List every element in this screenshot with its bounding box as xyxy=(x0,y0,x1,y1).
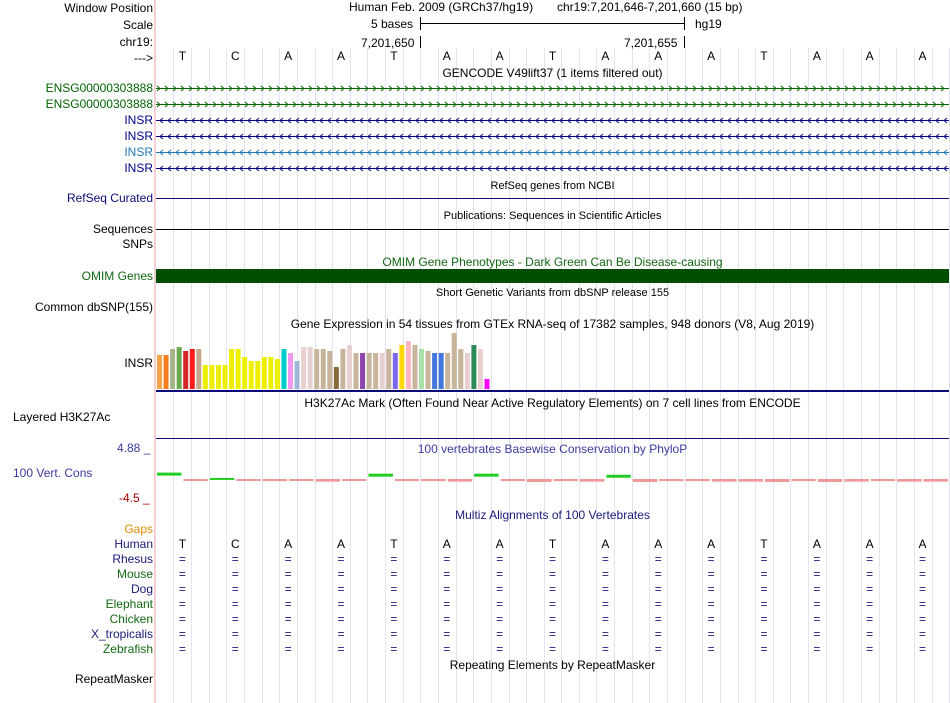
phylop-score-bar[interactable] xyxy=(501,479,525,481)
gtex-track-title[interactable]: Gene Expression in 54 tissues from GTEx RNA-seq of 17382 samples, 948 donors (V8, Aug 2019) xyxy=(290,317,815,331)
alignment-match-symbol: = xyxy=(548,552,556,566)
gencode-track-title[interactable]: GENCODE V49lift37 (1 items filtered out) xyxy=(442,66,663,80)
gtex-tissue-bar[interactable] xyxy=(177,347,182,389)
pubs-track-title[interactable]: Publications: Sequences in Scientific Articles xyxy=(443,210,662,222)
ruler-base-letter: A xyxy=(812,49,821,63)
phylop-score-bar[interactable] xyxy=(474,474,498,477)
phylop-score-bar[interactable] xyxy=(289,479,313,481)
phylop-score-bar[interactable] xyxy=(210,478,234,480)
alignment-match-symbol: = xyxy=(548,642,556,656)
alignment-match-symbol: = xyxy=(813,627,821,641)
gtex-tissue-bar[interactable] xyxy=(458,349,463,389)
coord-right: 7,201,655 xyxy=(624,36,678,50)
ruler-base-letter: A xyxy=(337,49,346,63)
phylop-score-bar[interactable] xyxy=(739,479,763,482)
phylop-score-bar[interactable] xyxy=(686,479,710,481)
gtex-tissue-bar[interactable] xyxy=(439,353,444,389)
phylop-score-bar[interactable] xyxy=(818,479,842,482)
alignment-match-symbol: = xyxy=(390,597,398,611)
snps-label[interactable]: SNPs xyxy=(122,237,153,251)
multiz-track-title[interactable]: Multiz Alignments of 100 Vertebrates xyxy=(455,508,650,522)
human-base-letter: A xyxy=(865,537,874,551)
alignment-match-symbol: = xyxy=(760,582,768,596)
alignment-match-symbol: = xyxy=(390,627,398,641)
gtex-tissue-bar[interactable] xyxy=(347,345,352,389)
gtex-tissue-bar[interactable] xyxy=(478,349,483,389)
human-base-letter: T xyxy=(178,537,187,551)
phylop-score-bar[interactable] xyxy=(527,479,551,482)
alignment-match-symbol: = xyxy=(390,642,398,656)
alignment-match-symbol: = xyxy=(443,597,451,611)
ruler-base-letter: T xyxy=(760,49,768,63)
gtex-tissue-bar[interactable] xyxy=(288,353,293,389)
gtex-tissue-bar[interactable] xyxy=(321,349,326,389)
phylop-score-bar[interactable] xyxy=(368,474,392,477)
scale-db: hg19 xyxy=(695,17,722,31)
human-base-letter: A xyxy=(284,537,293,551)
gtex-tissue-bar[interactable] xyxy=(485,379,490,389)
gtex-tissue-bar[interactable] xyxy=(471,345,476,389)
alignment-match-symbol: = xyxy=(443,567,451,581)
alignment-match-symbol: = xyxy=(390,567,398,581)
phylop-score-bar[interactable] xyxy=(157,473,181,476)
gtex-tissue-bar[interactable] xyxy=(432,353,437,389)
chrom-label: chr19: xyxy=(119,35,153,49)
alignment-match-symbol: = xyxy=(601,567,609,581)
alignment-match-symbol: = xyxy=(496,567,504,581)
human-base-letter: A xyxy=(812,537,821,551)
dbsnp-label[interactable]: Common dbSNP(155) xyxy=(34,300,153,314)
human-base-letter: A xyxy=(442,537,451,551)
ruler-base-letter: A xyxy=(865,49,874,63)
alignment-match-symbol: = xyxy=(548,597,556,611)
alignment-match-symbol: = xyxy=(813,597,821,611)
alignment-match-symbol: = xyxy=(919,582,927,596)
alignment-match-symbol: = xyxy=(284,567,292,581)
gtex-tissue-bar[interactable] xyxy=(334,367,339,389)
alignment-match-symbol: = xyxy=(496,612,504,626)
phylop-score-bar[interactable] xyxy=(659,479,683,481)
alignment-match-symbol: = xyxy=(284,552,292,566)
human-base-letter: A xyxy=(601,537,610,551)
alignment-match-symbol: = xyxy=(390,582,398,596)
gtex-tissue-bar[interactable] xyxy=(183,351,188,389)
alignment-match-symbol: = xyxy=(866,552,874,566)
cons-max-label: 4.88 _ xyxy=(117,441,151,455)
alignment-match-symbol: = xyxy=(284,642,292,656)
gtex-tissue-bar[interactable] xyxy=(209,365,214,389)
alignment-match-symbol: = xyxy=(178,582,186,596)
alignment-match-symbol: = xyxy=(178,552,186,566)
phylop-score-bar[interactable] xyxy=(421,479,445,481)
scale-label: Scale xyxy=(122,18,153,32)
alignment-match-symbol: = xyxy=(496,582,504,596)
phylop-score-bar[interactable] xyxy=(183,479,207,481)
pubs-label[interactable]: Sequences xyxy=(92,222,153,236)
gtex-label[interactable]: INSR xyxy=(124,356,153,370)
alignment-match-symbol: = xyxy=(760,597,768,611)
gtex-tissue-bar[interactable] xyxy=(301,347,306,389)
alignment-match-symbol: = xyxy=(231,612,239,626)
alignment-match-symbol: = xyxy=(919,567,927,581)
alignment-match-symbol: = xyxy=(231,567,239,581)
alignment-match-symbol: = xyxy=(337,627,345,641)
phylop-score-bar[interactable] xyxy=(712,479,736,482)
alignment-match-symbol: = xyxy=(760,642,768,656)
gencode-item-label[interactable]: INSR xyxy=(124,129,153,143)
gtex-tissue-bar[interactable] xyxy=(445,353,450,389)
gtex-tissue-bar[interactable] xyxy=(360,353,365,389)
gencode-item-label[interactable]: INSR xyxy=(124,161,153,175)
alignment-match-symbol: = xyxy=(707,642,715,656)
alignment-match-symbol: = xyxy=(654,582,662,596)
alignment-match-symbol: = xyxy=(178,567,186,581)
strand-label: ---> xyxy=(134,51,153,65)
species-label: Elephant xyxy=(105,597,153,611)
gtex-tissue-bar[interactable] xyxy=(157,355,162,389)
alignment-match-symbol: = xyxy=(654,642,662,656)
alignment-match-symbol: = xyxy=(601,552,609,566)
scale-text: 5 bases xyxy=(371,17,414,31)
gtex-tissue-bar[interactable] xyxy=(419,349,424,389)
gtex-tissue-bar[interactable] xyxy=(426,351,431,389)
ruler-base-letter: A xyxy=(284,49,293,63)
position-readout: chr19:7,201,646-7,201,660 (15 bp) xyxy=(557,0,743,14)
alignment-match-symbol: = xyxy=(707,552,715,566)
alignment-match-symbol: = xyxy=(231,627,239,641)
gtex-tissue-bar[interactable] xyxy=(164,355,169,389)
alignment-match-symbol: = xyxy=(284,597,292,611)
gtex-tissue-bar[interactable] xyxy=(190,349,195,389)
gtex-tissue-bar[interactable] xyxy=(229,349,234,389)
repeat-label[interactable]: RepeatMasker xyxy=(74,672,153,686)
alignment-match-symbol: = xyxy=(496,597,504,611)
alignment-match-symbol: = xyxy=(707,567,715,581)
alignment-match-symbol: = xyxy=(443,582,451,596)
gtex-tissue-bar[interactable] xyxy=(373,353,378,389)
alignment-match-symbol: = xyxy=(284,582,292,596)
alignment-match-symbol: = xyxy=(178,642,186,656)
gtex-tissue-bar[interactable] xyxy=(399,345,404,389)
alignment-match-symbol: = xyxy=(548,567,556,581)
alignment-match-symbol: = xyxy=(654,597,662,611)
alignment-match-symbol: = xyxy=(284,612,292,626)
phylop-score-bar[interactable] xyxy=(871,479,895,481)
alignment-match-symbol: = xyxy=(601,612,609,626)
assembly-title: Human Feb. 2009 (GRCh37/hg19) xyxy=(349,0,534,14)
cons-track-title[interactable]: 100 vertebrates Basewise Conservation by PhyloP xyxy=(417,442,688,456)
gtex-tissue-bar[interactable] xyxy=(281,349,286,389)
alignment-match-symbol: = xyxy=(760,567,768,581)
gencode-item-label[interactable]: ENSG00000303888 xyxy=(45,97,153,111)
human-base-letter: A xyxy=(337,537,346,551)
human-label: Human xyxy=(114,537,153,551)
gtex-tissue-bar[interactable] xyxy=(367,353,372,389)
alignment-match-symbol: = xyxy=(866,627,874,641)
alignment-match-symbol: = xyxy=(390,612,398,626)
gtex-tissue-bar[interactable] xyxy=(327,351,332,389)
alignment-match-symbol: = xyxy=(496,642,504,656)
gtex-tissue-bar[interactable] xyxy=(380,353,385,389)
ruler-base-letter: A xyxy=(707,49,716,63)
coord-left: 7,201,650 xyxy=(361,36,415,50)
alignment-match-symbol: = xyxy=(337,567,345,581)
gtex-tissue-bar[interactable] xyxy=(340,349,345,389)
gtex-tissue-bar[interactable] xyxy=(354,353,359,389)
phylop-score-bar[interactable] xyxy=(236,479,260,481)
alignment-match-symbol: = xyxy=(866,567,874,581)
human-base-letter: T xyxy=(548,537,557,551)
alignment-match-symbol: = xyxy=(707,582,715,596)
human-base-letter: A xyxy=(707,537,716,551)
alignment-match-symbol: = xyxy=(601,642,609,656)
gtex-tissue-bar[interactable] xyxy=(412,345,417,389)
alignment-match-symbol: = xyxy=(337,612,345,626)
alignment-match-symbol: = xyxy=(337,582,345,596)
gtex-tissue-bar[interactable] xyxy=(249,361,254,389)
human-base-letter: T xyxy=(390,537,398,551)
gtex-tissue-bar[interactable] xyxy=(386,349,391,389)
alignment-match-symbol: = xyxy=(919,627,927,641)
gtex-tissue-bar[interactable] xyxy=(203,365,208,389)
ruler-base-letter: C xyxy=(230,49,240,63)
species-label: Zebrafish xyxy=(102,642,153,656)
gtex-tissue-bar[interactable] xyxy=(275,359,280,389)
ruler-base-letter: T xyxy=(390,49,398,63)
alignment-match-symbol: = xyxy=(654,612,662,626)
species-label: Mouse xyxy=(116,567,153,581)
gencode-item-label[interactable]: ENSG00000303888 xyxy=(45,81,153,95)
ruler-base-letter: A xyxy=(918,49,927,63)
ruler-base-letter: A xyxy=(442,49,451,63)
gtex-tissue-bar[interactable] xyxy=(393,353,398,389)
phylop-score-bar[interactable] xyxy=(606,475,630,478)
human-base-letter: C xyxy=(230,537,240,551)
alignment-match-symbol: = xyxy=(919,552,927,566)
ruler-base-letter: T xyxy=(178,49,187,63)
ruler-base-letter: A xyxy=(601,49,610,63)
phylop-score-bar[interactable] xyxy=(342,479,366,481)
alignment-match-symbol: = xyxy=(178,627,186,641)
phylop-score-bar[interactable] xyxy=(844,479,868,482)
alignment-match-symbol: = xyxy=(231,552,239,566)
human-base-letter: A xyxy=(918,537,927,551)
phylop-score-bar[interactable] xyxy=(791,479,815,481)
alignment-match-symbol: = xyxy=(813,612,821,626)
alignment-match-symbol: = xyxy=(601,627,609,641)
alignment-match-symbol: = xyxy=(654,567,662,581)
alignment-match-symbol: = xyxy=(443,612,451,626)
alignment-match-symbol: = xyxy=(654,627,662,641)
alignment-match-symbol: = xyxy=(707,612,715,626)
gtex-tissue-bar[interactable] xyxy=(223,365,228,389)
gtex-tissue-bar[interactable] xyxy=(255,361,260,389)
gtex-tissue-bar[interactable] xyxy=(465,353,470,389)
gtex-tissue-bar[interactable] xyxy=(314,349,319,389)
alignment-match-symbol: = xyxy=(443,627,451,641)
alignment-match-symbol: = xyxy=(760,552,768,566)
gtex-tissue-bar[interactable] xyxy=(242,357,247,389)
phylop-score-bar[interactable] xyxy=(580,479,604,482)
gtex-tissue-bar[interactable] xyxy=(170,349,175,389)
phylop-score-bar[interactable] xyxy=(448,479,472,482)
alignment-match-symbol: = xyxy=(337,552,345,566)
alignment-match-symbol: = xyxy=(919,612,927,626)
alignment-match-symbol: = xyxy=(813,567,821,581)
ruler-base-letter: A xyxy=(495,49,504,63)
alignment-match-symbol: = xyxy=(178,597,186,611)
alignment-match-symbol: = xyxy=(813,552,821,566)
alignment-match-symbol: = xyxy=(707,597,715,611)
alignment-match-symbol: = xyxy=(390,552,398,566)
phylop-score-bar[interactable] xyxy=(263,479,287,481)
alignment-match-symbol: = xyxy=(707,627,715,641)
alignment-match-symbol: = xyxy=(548,582,556,596)
gtex-tissue-bar[interactable] xyxy=(406,341,411,389)
human-base-letter: A xyxy=(495,537,504,551)
alignment-match-symbol: = xyxy=(337,642,345,656)
alignment-match-symbol: = xyxy=(919,642,927,656)
phylop-score-bar[interactable] xyxy=(316,479,340,482)
alignment-match-symbol: = xyxy=(813,642,821,656)
alignment-match-symbol: = xyxy=(866,642,874,656)
alignment-match-symbol: = xyxy=(337,597,345,611)
gtex-tissue-bar[interactable] xyxy=(262,357,267,389)
alignment-match-symbol: = xyxy=(866,597,874,611)
alignment-match-symbol: = xyxy=(813,582,821,596)
gtex-tissue-bar[interactable] xyxy=(268,357,273,389)
human-base-letter: T xyxy=(760,537,768,551)
h3k27-label[interactable]: Layered H3K27Ac xyxy=(13,410,111,424)
alignment-match-symbol: = xyxy=(443,552,451,566)
phylop-score-bar[interactable] xyxy=(765,479,789,482)
alignment-match-symbol: = xyxy=(654,552,662,566)
gtex-tissue-bar[interactable] xyxy=(452,333,457,389)
alignment-match-symbol: = xyxy=(919,597,927,611)
omim-label[interactable]: OMIM Genes xyxy=(81,269,153,283)
gencode-item-label[interactable]: INSR xyxy=(124,113,153,127)
gtex-tissue-bar[interactable] xyxy=(236,349,241,389)
phylop-score-bar[interactable] xyxy=(924,479,948,482)
ruler-base-letter: T xyxy=(548,49,557,63)
window-position-label: Window Position xyxy=(64,1,153,15)
ruler-base-letter: A xyxy=(654,49,663,63)
phylop-score-bar[interactable] xyxy=(395,479,419,481)
cons-label[interactable]: 100 Vert. Cons xyxy=(13,466,93,480)
alignment-match-symbol: = xyxy=(231,642,239,656)
species-label: Chicken xyxy=(109,612,153,626)
alignment-match-symbol: = xyxy=(866,582,874,596)
alignment-match-symbol: = xyxy=(443,642,451,656)
alignment-match-symbol: = xyxy=(496,552,504,566)
gencode-item-label[interactable]: INSR xyxy=(124,145,153,159)
refseq-label[interactable]: RefSeq Curated xyxy=(66,191,153,205)
alignment-match-symbol: = xyxy=(866,612,874,626)
species-label: Dog xyxy=(130,582,153,596)
alignment-match-symbol: = xyxy=(178,612,186,626)
refseq-track-title[interactable]: RefSeq genes from NCBI xyxy=(490,180,615,192)
alignment-match-symbol: = xyxy=(284,627,292,641)
alignment-match-symbol: = xyxy=(231,582,239,596)
alignment-match-symbol: = xyxy=(548,612,556,626)
alignment-match-symbol: = xyxy=(496,627,504,641)
species-label: Rhesus xyxy=(112,552,153,566)
phylop-score-bar[interactable] xyxy=(897,479,921,482)
gtex-tissue-bar[interactable] xyxy=(308,347,313,389)
phylop-score-bar[interactable] xyxy=(554,479,578,481)
alignment-match-symbol: = xyxy=(601,597,609,611)
phylop-score-bar[interactable] xyxy=(633,479,657,482)
omim-track-title[interactable]: OMIM Gene Phenotypes - Dark Green Can Be Disease-causing xyxy=(382,255,723,269)
alignment-match-symbol: = xyxy=(760,627,768,641)
gtex-tissue-bar[interactable] xyxy=(295,361,300,389)
species-label: X_tropicalis xyxy=(90,627,153,641)
dbsnp-track-title[interactable]: Short Genetic Variants from dbSNP release 155 xyxy=(435,287,670,299)
alignment-match-symbol: = xyxy=(760,612,768,626)
gtex-tissue-bar[interactable] xyxy=(196,349,201,389)
cons-min-label: -4.5 _ xyxy=(119,491,150,505)
gtex-tissue-bar[interactable] xyxy=(216,365,221,389)
alignment-match-symbol: = xyxy=(548,627,556,641)
alignment-match-symbol: = xyxy=(231,597,239,611)
repeat-track-title[interactable]: Repeating Elements by RepeatMasker xyxy=(449,658,656,672)
human-base-letter: A xyxy=(654,537,663,551)
h3k27-track-title[interactable]: H3K27Ac Mark (Often Found Near Active Regulatory Elements) on 7 cell lines from ENCODE xyxy=(304,396,801,410)
alignment-match-symbol: = xyxy=(601,582,609,596)
gaps-label: Gaps xyxy=(124,522,153,536)
